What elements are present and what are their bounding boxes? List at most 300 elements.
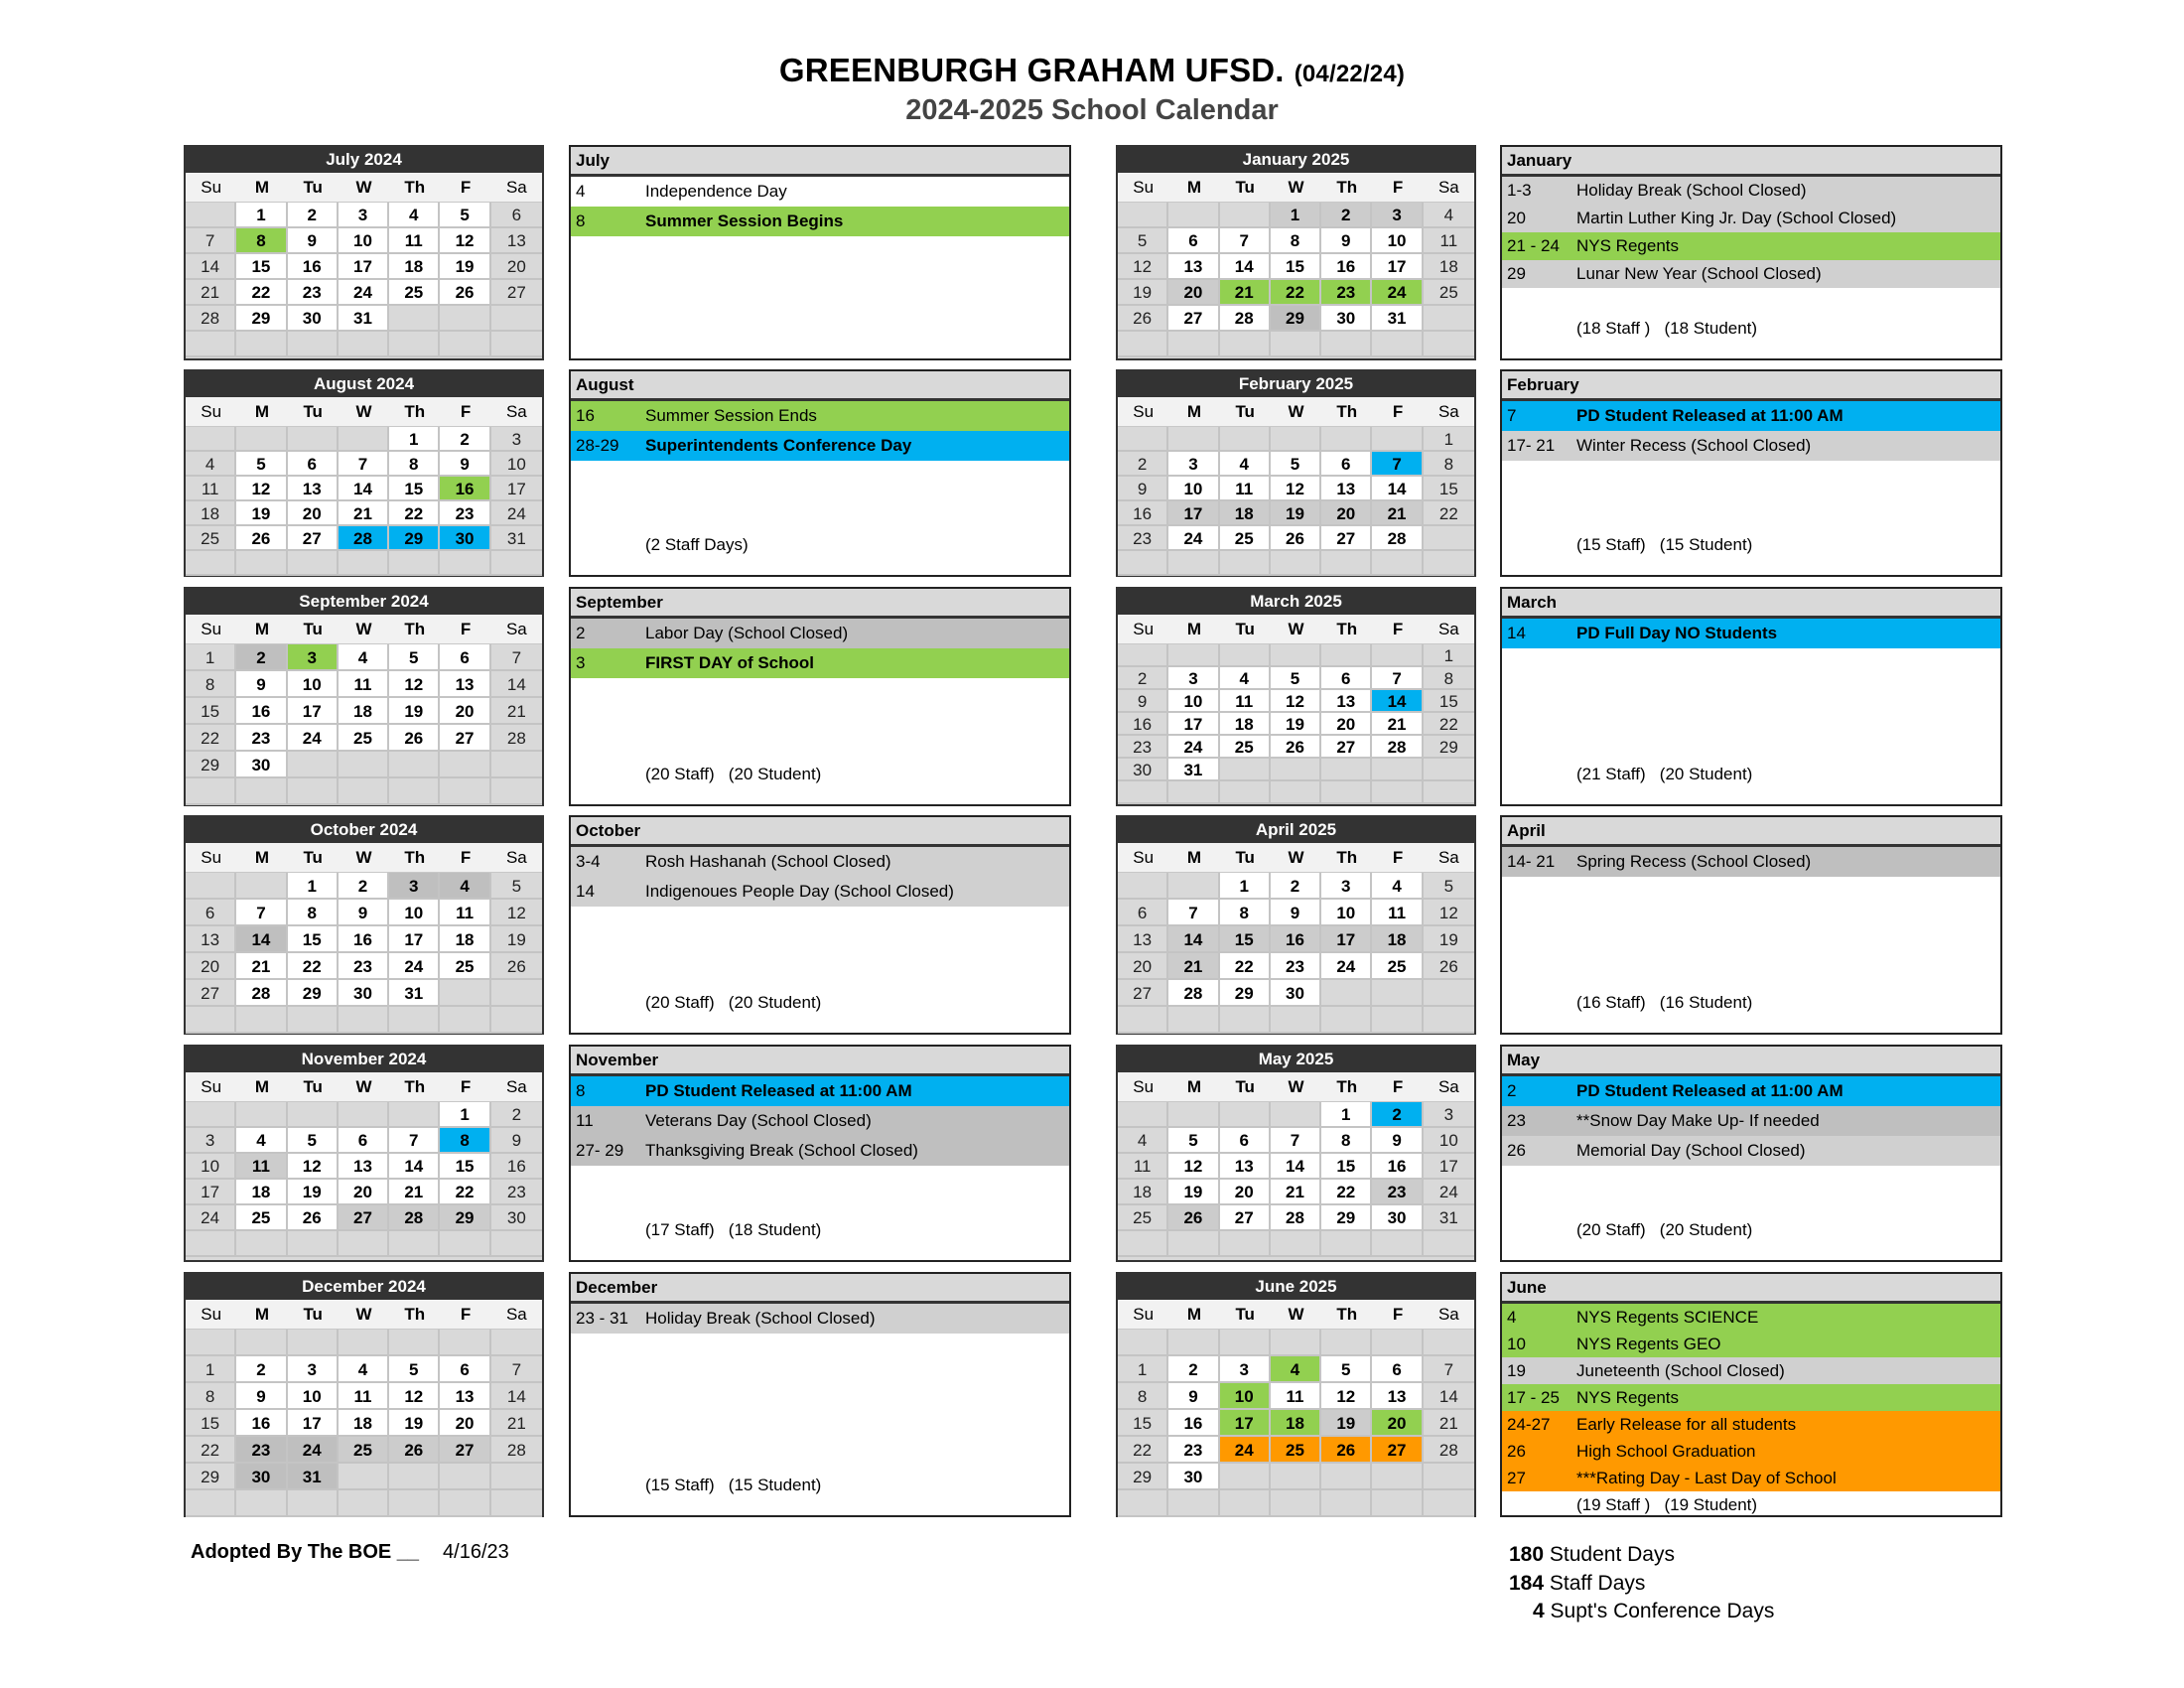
empty-day-cell	[1321, 332, 1372, 357]
day-cell: 14	[1271, 1154, 1321, 1180]
day-cell: 21	[1424, 1410, 1474, 1437]
day-cell: 8	[236, 228, 287, 254]
events-month-label: May	[1502, 1047, 2000, 1076]
day-cell: 4	[236, 1128, 287, 1154]
day-cell: 6	[339, 1128, 389, 1154]
day-cell: 2	[1118, 452, 1168, 477]
day-cell: 14	[1220, 254, 1271, 280]
day-cell: 18	[1372, 926, 1423, 953]
empty-day-cell	[1372, 427, 1423, 452]
day-cell: 10	[1168, 690, 1219, 713]
day-cell: 22	[389, 501, 440, 526]
month-calendar	[1116, 815, 1476, 1035]
day-cell: 14	[1372, 690, 1423, 713]
event-row	[571, 207, 1069, 236]
day-cell: 2	[339, 873, 389, 900]
empty-day-cell	[236, 778, 287, 805]
event-date: 11	[576, 1111, 594, 1130]
empty-day-cell	[1321, 1330, 1372, 1356]
empty-day-cell	[491, 306, 542, 332]
event-date: 1-3	[1507, 181, 1532, 200]
day-cell: 28	[1372, 526, 1423, 551]
day-cell: 3	[186, 1128, 236, 1154]
day-cell: 2	[1321, 203, 1372, 228]
empty-day-cell	[1118, 1231, 1168, 1257]
day-cell: 16	[1271, 926, 1321, 953]
weekday-label: M	[1186, 402, 1201, 421]
day-cell: 7	[1424, 1356, 1474, 1383]
empty-day-cell	[288, 752, 339, 778]
day-cell: 31	[1372, 306, 1423, 332]
month-events-panel	[1500, 1272, 2002, 1517]
event-description: NYS Regents	[1576, 236, 1679, 255]
day-cell: 10	[491, 452, 542, 477]
empty-day-cell	[339, 1490, 389, 1517]
empty-day-cell	[389, 752, 440, 778]
event-row	[1502, 232, 2000, 260]
empty-day-cell	[1118, 781, 1168, 804]
day-cell: 26	[236, 526, 287, 551]
district-name: GREENBURGH GRAHAM UFSD.	[778, 52, 1285, 88]
day-cell: 26	[1118, 306, 1168, 332]
empty-day-cell	[186, 778, 236, 805]
empty-day-cell	[1220, 759, 1271, 781]
day-cell: 5	[389, 1356, 440, 1383]
day-cell: 12	[491, 900, 542, 926]
weekday-label: Su	[1133, 1305, 1155, 1324]
day-cell: 16	[1168, 1410, 1219, 1437]
empty-day-cell	[288, 332, 339, 357]
day-cell: 31	[339, 306, 389, 332]
day-cell: 25	[440, 953, 490, 980]
empty-day-cell	[1118, 873, 1168, 900]
empty-day-cell	[1372, 1330, 1423, 1356]
empty-day-cell	[1424, 332, 1474, 357]
day-cell: 27	[288, 526, 339, 551]
total-conference-days: 4 Supt's Conference Days	[1533, 1600, 1775, 1622]
weekday-label: Th	[404, 1305, 426, 1324]
empty-day-cell	[1424, 551, 1474, 576]
day-cell: 27	[1220, 1205, 1271, 1231]
weekday-label: Sa	[505, 402, 527, 421]
day-cell: 27	[440, 1437, 490, 1464]
month-title: November 2024	[186, 1047, 542, 1072]
day-cell: 29	[1118, 1464, 1168, 1490]
day-grid	[1118, 203, 1474, 357]
weekday-label: W	[355, 1077, 372, 1096]
empty-day-cell	[1168, 1330, 1219, 1356]
weekday-label: M	[254, 1077, 269, 1096]
day-cell: 2	[440, 427, 490, 452]
day-count: (20 Staff) (20 Student)	[645, 765, 822, 783]
empty-day-cell	[389, 1102, 440, 1128]
event-row	[571, 1106, 1069, 1136]
day-cell: 29	[288, 980, 339, 1007]
day-cell: 9	[339, 900, 389, 926]
weekday-header	[186, 397, 542, 427]
day-cell: 10	[288, 671, 339, 698]
day-cell: 16	[1372, 1154, 1423, 1180]
empty-day-cell	[1321, 1464, 1372, 1490]
event-date: 4	[576, 182, 586, 201]
day-cell: 20	[1220, 1180, 1271, 1205]
day-cell: 12	[1321, 1383, 1372, 1410]
empty-day-cell	[1424, 306, 1474, 332]
empty-day-cell	[1271, 759, 1321, 781]
day-cell: 4	[1271, 1356, 1321, 1383]
day-cell: 15	[389, 477, 440, 501]
day-cell: 20	[1321, 713, 1372, 736]
day-cell: 12	[389, 671, 440, 698]
empty-day-cell	[1271, 332, 1321, 357]
empty-day-cell	[491, 1330, 542, 1356]
month-calendar	[1116, 1272, 1476, 1517]
empty-day-cell	[1424, 526, 1474, 551]
day-cell: 9	[1118, 690, 1168, 713]
empty-day-cell	[1118, 203, 1168, 228]
day-cell: 28	[1372, 736, 1423, 759]
weekday-label: Tu	[303, 620, 323, 638]
day-cell: 10	[186, 1154, 236, 1180]
empty-day-cell	[1271, 1102, 1321, 1128]
day-cell: 25	[1220, 526, 1271, 551]
month-events-panel	[1500, 587, 2002, 806]
empty-day-cell	[1168, 1102, 1219, 1128]
day-cell: 23	[1321, 280, 1372, 306]
day-cell: 13	[1168, 254, 1219, 280]
day-cell: 20	[440, 1410, 490, 1437]
weekday-header	[1118, 1300, 1474, 1330]
day-cell: 14	[491, 671, 542, 698]
event-row	[571, 431, 1069, 461]
day-cell: 30	[491, 1205, 542, 1231]
empty-day-cell	[288, 551, 339, 576]
day-cell: 13	[1372, 1383, 1423, 1410]
weekday-label: Su	[1133, 178, 1155, 197]
day-cell: 13	[440, 671, 490, 698]
empty-day-cell	[389, 778, 440, 805]
event-row	[571, 1304, 1069, 1334]
day-cell: 2	[236, 1356, 287, 1383]
empty-day-cell	[1220, 1490, 1271, 1517]
month-calendar	[184, 145, 544, 360]
empty-day-cell	[1424, 1464, 1474, 1490]
empty-day-cell	[1168, 332, 1219, 357]
day-cell: 21	[1220, 280, 1271, 306]
day-cell: 27	[440, 725, 490, 752]
day-cell: 3	[339, 203, 389, 228]
total-student-days: 180 Student Days	[1509, 1543, 1675, 1566]
events-month-label: September	[571, 589, 1069, 619]
weekday-label: Su	[201, 402, 222, 421]
month-events-panel	[1500, 1045, 2002, 1262]
day-cell: 8	[186, 671, 236, 698]
day-cell: 26	[1321, 1437, 1372, 1464]
day-cell: 30	[1271, 980, 1321, 1007]
day-cell: 19	[236, 501, 287, 526]
day-cell: 22	[1271, 280, 1321, 306]
day-cell: 23	[236, 1437, 287, 1464]
day-cell: 7	[186, 228, 236, 254]
day-cell: 26	[389, 725, 440, 752]
day-cell: 24	[1424, 1180, 1474, 1205]
empty-day-cell	[440, 1464, 490, 1490]
day-cell: 4	[339, 644, 389, 671]
day-cell: 22	[1424, 501, 1474, 526]
empty-day-cell	[1271, 1464, 1321, 1490]
day-cell: 12	[236, 477, 287, 501]
event-row	[1502, 177, 2000, 205]
day-cell: 11	[1118, 1154, 1168, 1180]
day-cell: 25	[339, 725, 389, 752]
day-cell: 18	[339, 698, 389, 725]
weekday-label: M	[254, 848, 269, 867]
empty-day-cell	[288, 427, 339, 452]
day-cell: 18	[236, 1180, 287, 1205]
empty-day-cell	[1168, 644, 1219, 667]
weekday-label: Tu	[303, 402, 323, 421]
event-description: Veterans Day (School Closed)	[645, 1111, 872, 1130]
empty-day-cell	[389, 1007, 440, 1034]
weekday-label: Sa	[1437, 178, 1459, 197]
day-cell: 11	[186, 477, 236, 501]
day-cell: 4	[1220, 452, 1271, 477]
month-events-panel	[1500, 815, 2002, 1035]
weekday-label: Sa	[1437, 1305, 1459, 1324]
empty-day-cell	[491, 332, 542, 357]
day-cell: 9	[1271, 900, 1321, 926]
day-cell: 14	[1372, 477, 1423, 501]
day-cell: 29	[236, 306, 287, 332]
day-cell: 4	[440, 873, 490, 900]
empty-day-cell	[186, 551, 236, 576]
day-cell: 31	[288, 1464, 339, 1490]
empty-day-cell	[1372, 1490, 1423, 1517]
day-cell: 4	[1424, 203, 1474, 228]
day-cell: 15	[288, 926, 339, 953]
weekday-label: F	[1392, 178, 1404, 197]
day-cell: 29	[186, 752, 236, 778]
empty-day-cell	[236, 332, 287, 357]
weekday-label: Sa	[1437, 620, 1459, 638]
day-cell: 11	[339, 671, 389, 698]
empty-day-cell	[1372, 759, 1423, 781]
event-description: NYS Regents	[1576, 1388, 1679, 1407]
weekday-label: Sa	[505, 1305, 527, 1324]
event-description: Memorial Day (School Closed)	[1576, 1141, 1806, 1160]
day-cell: 25	[389, 280, 440, 306]
day-cell: 8	[186, 1383, 236, 1410]
empty-day-cell	[1168, 873, 1219, 900]
day-cell: 9	[236, 1383, 287, 1410]
day-cell: 22	[186, 725, 236, 752]
empty-day-cell	[1168, 1231, 1219, 1257]
day-cell: 3	[1372, 203, 1423, 228]
event-date: 7	[1507, 406, 1517, 425]
day-cell: 8	[1271, 228, 1321, 254]
day-cell: 27	[186, 980, 236, 1007]
empty-day-cell	[236, 427, 287, 452]
empty-day-cell	[1372, 781, 1423, 804]
weekday-label: Su	[1133, 1077, 1155, 1096]
event-row	[571, 648, 1069, 678]
weekday-label: Sa	[505, 178, 527, 197]
day-cell: 15	[186, 698, 236, 725]
empty-day-cell	[1424, 1231, 1474, 1257]
day-cell: 19	[1271, 501, 1321, 526]
weekday-label: Tu	[1235, 848, 1255, 867]
empty-day-cell	[1372, 1231, 1423, 1257]
day-cell: 21	[1168, 953, 1219, 980]
day-cell: 22	[288, 953, 339, 980]
empty-day-cell	[1321, 781, 1372, 804]
empty-day-cell	[1220, 1464, 1271, 1490]
weekday-label: Tu	[1235, 1077, 1255, 1096]
day-cell: 1	[440, 1102, 490, 1128]
day-cell: 9	[491, 1128, 542, 1154]
empty-day-cell	[1118, 1102, 1168, 1128]
day-cell: 17	[1220, 1410, 1271, 1437]
event-description: Thanksgiving Break (School Closed)	[645, 1141, 918, 1160]
empty-day-cell	[1220, 1102, 1271, 1128]
weekday-label: Tu	[303, 1305, 323, 1324]
empty-day-cell	[1271, 644, 1321, 667]
day-count: (15 Staff) (15 Student)	[1576, 535, 1753, 554]
event-description: **Snow Day Make Up- If needed	[1576, 1111, 1820, 1130]
weekday-label: W	[1288, 1077, 1304, 1096]
weekday-label: Sa	[1437, 402, 1459, 421]
day-count: (20 Staff) (20 Student)	[1576, 1220, 1753, 1239]
day-cell: 1	[186, 1356, 236, 1383]
day-cell: 5	[288, 1128, 339, 1154]
day-cell: 17	[491, 477, 542, 501]
empty-day-cell	[1271, 781, 1321, 804]
event-row	[1502, 1076, 2000, 1106]
day-cell: 16	[1118, 501, 1168, 526]
event-row	[571, 1136, 1069, 1166]
day-cell: 8	[1220, 900, 1271, 926]
empty-day-cell	[1220, 203, 1271, 228]
event-row	[1502, 1106, 2000, 1136]
events-month-label: March	[1502, 589, 2000, 619]
empty-day-cell	[389, 1330, 440, 1356]
empty-day-cell	[236, 1231, 287, 1257]
weekday-label: F	[1392, 1305, 1404, 1324]
day-cell: 1	[186, 644, 236, 671]
empty-day-cell	[389, 1464, 440, 1490]
day-cell: 2	[1271, 873, 1321, 900]
event-date: 2	[576, 624, 586, 642]
day-cell: 24	[288, 1437, 339, 1464]
empty-day-cell	[1372, 1007, 1423, 1034]
weekday-label: W	[1288, 620, 1304, 638]
empty-day-cell	[1168, 551, 1219, 576]
day-cell: 15	[236, 254, 287, 280]
day-cell: 13	[1220, 1154, 1271, 1180]
day-cell: 19	[1271, 713, 1321, 736]
day-cell: 29	[1271, 306, 1321, 332]
event-row	[1502, 1331, 2000, 1357]
day-cell: 24	[339, 280, 389, 306]
day-cell: 15	[1424, 690, 1474, 713]
event-row	[571, 401, 1069, 431]
weekday-label: Su	[201, 1305, 222, 1324]
event-date: 4	[1507, 1308, 1517, 1327]
day-cell: 5	[1321, 1356, 1372, 1383]
empty-day-cell	[491, 778, 542, 805]
day-cell: 25	[1118, 1205, 1168, 1231]
weekday-label: W	[355, 620, 372, 638]
adopted-date: 4/16/23	[443, 1541, 509, 1563]
weekday-label: M	[254, 402, 269, 421]
adoption-note	[191, 1541, 509, 1564]
weekday-label: Su	[201, 620, 222, 638]
day-cell: 3	[288, 644, 339, 671]
events-month-label: December	[571, 1274, 1069, 1304]
total-staff-days: 184 Staff Days	[1509, 1571, 1646, 1595]
event-row	[1502, 401, 2000, 431]
event-description: Independence Day	[645, 182, 787, 201]
weekday-label: Th	[404, 620, 426, 638]
day-cell: 14	[389, 1154, 440, 1180]
day-cell: 8	[389, 452, 440, 477]
day-cell: 9	[1118, 477, 1168, 501]
weekday-label: M	[254, 1305, 269, 1324]
empty-day-cell	[491, 1231, 542, 1257]
empty-day-cell	[236, 1330, 287, 1356]
day-cell: 15	[440, 1154, 490, 1180]
day-grid	[186, 427, 542, 576]
day-cell: 18	[1220, 501, 1271, 526]
weekday-label: Th	[404, 402, 426, 421]
day-cell: 20	[339, 1180, 389, 1205]
empty-day-cell	[440, 332, 490, 357]
month-events-panel	[569, 587, 1071, 806]
day-cell: 6	[1321, 452, 1372, 477]
day-cell: 30	[236, 1464, 287, 1490]
day-cell: 19	[491, 926, 542, 953]
day-cell: 29	[1321, 1205, 1372, 1231]
empty-day-cell	[1424, 1330, 1474, 1356]
empty-day-cell	[236, 873, 287, 900]
events-month-label: July	[571, 147, 1069, 177]
day-cell: 17	[389, 926, 440, 953]
empty-day-cell	[1168, 1007, 1219, 1034]
empty-day-cell	[491, 752, 542, 778]
empty-day-cell	[1168, 781, 1219, 804]
day-cell: 30	[1372, 1205, 1423, 1231]
day-cell: 16	[339, 926, 389, 953]
day-cell: 12	[288, 1154, 339, 1180]
day-cell: 18	[440, 926, 490, 953]
event-date: 27	[1507, 1469, 1526, 1487]
day-cell: 23	[1168, 1437, 1219, 1464]
weekday-label: Tu	[1235, 402, 1255, 421]
empty-day-cell	[440, 752, 490, 778]
day-cell: 28	[236, 980, 287, 1007]
day-cell: 17	[1321, 926, 1372, 953]
empty-day-cell	[1168, 1490, 1219, 1517]
weekday-label: F	[460, 620, 472, 638]
month-calendar	[184, 369, 544, 577]
event-date: 14- 21	[1507, 852, 1556, 871]
weekday-label: F	[460, 178, 472, 197]
day-cell: 23	[339, 953, 389, 980]
event-date: 8	[576, 211, 586, 230]
month-title: January 2025	[1118, 147, 1474, 173]
day-cell: 23	[1118, 736, 1168, 759]
events-month-label: November	[571, 1047, 1069, 1076]
